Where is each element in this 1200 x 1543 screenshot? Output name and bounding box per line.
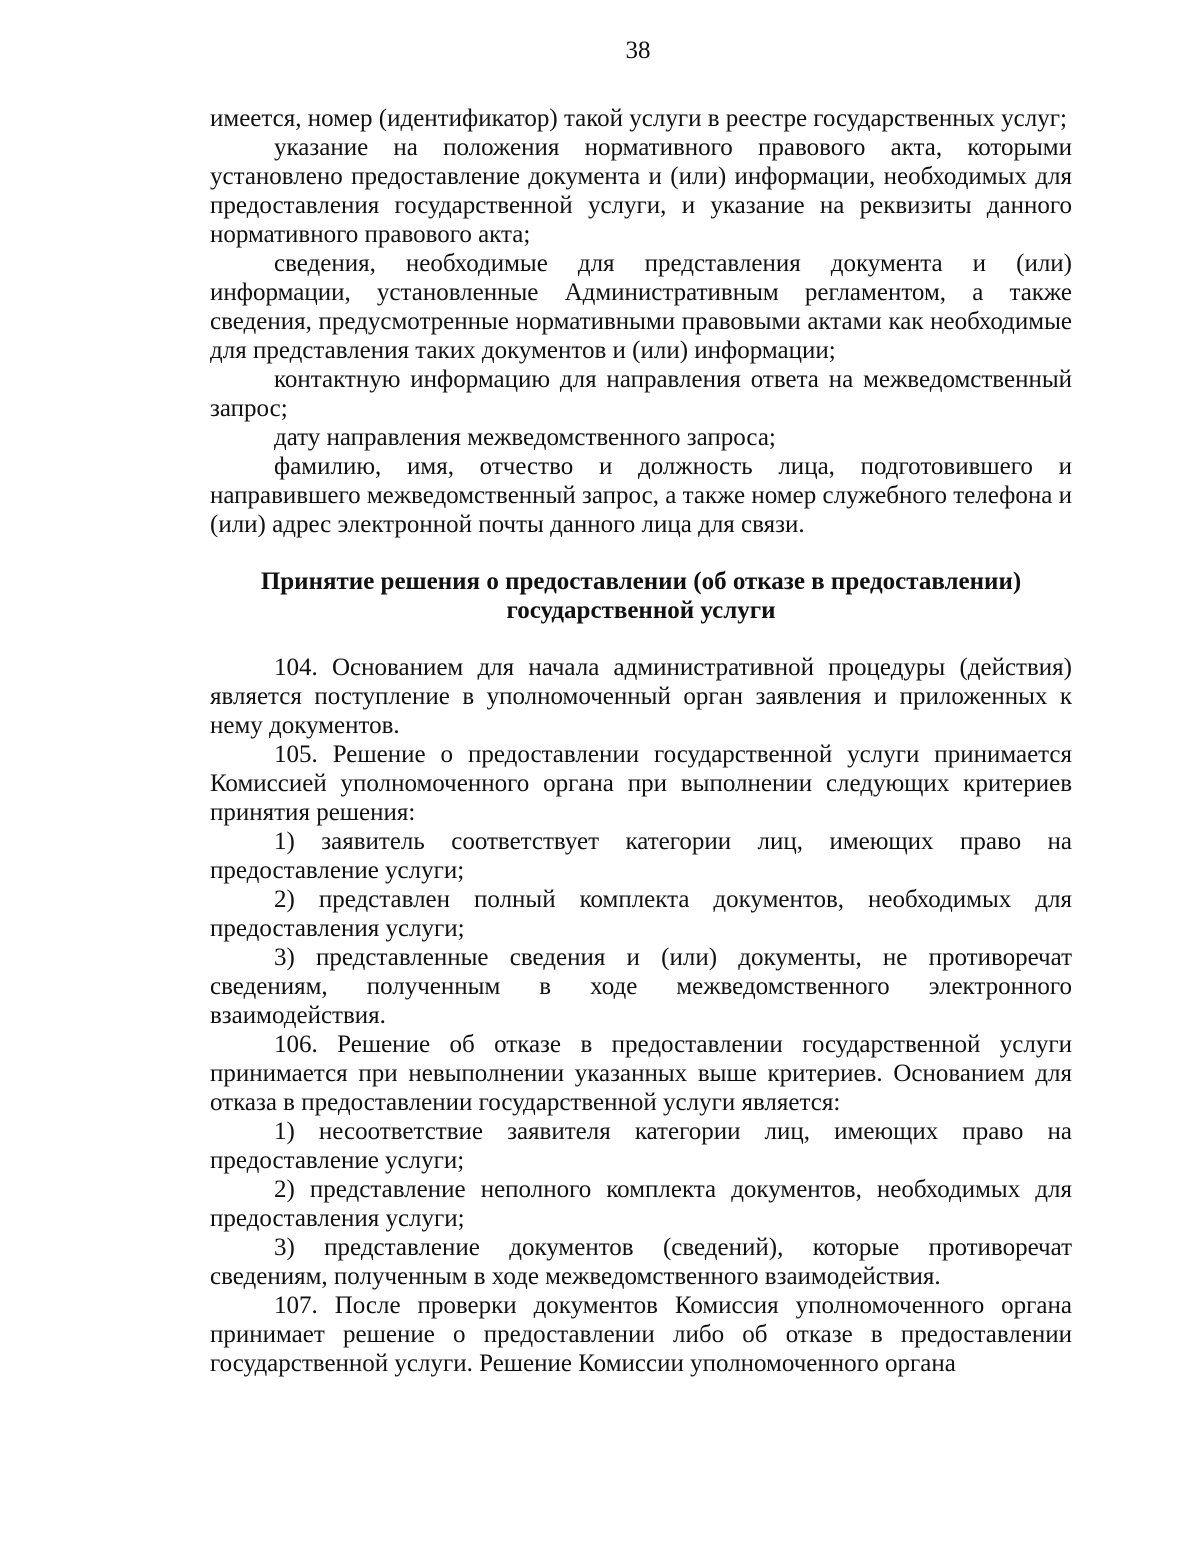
list-item: 1) заявитель соответствует категории лиц, имеющих право на предоставление услуги; <box>210 828 1072 884</box>
paragraph-105: 105. Решение о предоставлении государственной услуги принимается Комиссией уполномоченного органа при выполнении следующих критериев принятия решения: <box>210 741 1072 826</box>
section-heading-line-1: Принятие решения о предоставлении (об отказе в предоставлении) <box>260 568 1022 595</box>
paragraph: указание на положения нормативного правового акта, которыми установлено предоставление документа и (или) информации, необходимых для предоставления государственной услуги, и указание на реквизиты данного нормативного правового акта; <box>210 134 1072 248</box>
paragraph: сведения, необходимые для представления документа и (или) информации, установленные Административным регламентом, а также сведения, предусмотренные нормативными правовыми актами как необходимые для представления таких документов и (или) информации; <box>210 250 1072 364</box>
paragraph-104: 104. Основанием для начала административной процедуры (действия) является поступление в уполномоченный орган заявления и приложенных к нему документов. <box>210 654 1072 739</box>
list-item: 3) представленные сведения и (или) документы, не противоречат сведениям, полученным в ходе межведомственного электронного взаимодействия. <box>210 944 1072 1029</box>
section-heading <box>210 567 1072 625</box>
section-heading-line-2: государственной услуги <box>506 597 776 624</box>
list-item: 3) представление документов (сведений), которые противоречат сведениям, полученным в ходе межведомственного взаимодействия. <box>210 1234 1072 1290</box>
document-body <box>210 104 1072 1378</box>
paragraph-107: 107. После проверки документов Комиссия уполномоченного органа принимает решение о предоставлении либо об отказе в предоставлении государственной услуги. Решение Комиссии уполномоченного органа <box>210 1292 1072 1377</box>
paragraph: контактную информацию для направления ответа на межведомственный запрос; <box>210 366 1072 422</box>
paragraph-continuation: имеется, номер (идентификатор) такой услуги в реестре государственных услуг; <box>210 105 1067 132</box>
list-item: 2) представление неполного комплекта документов, необходимых для предоставления услуги; <box>210 1176 1072 1232</box>
paragraph: дату направления межведомственного запроса; <box>274 424 776 451</box>
paragraph-106: 106. Решение об отказе в предоставлении государственной услуги принимается при невыполнении указанных выше критериев. Основанием для отказа в предоставлении государственной услуги является: <box>210 1031 1072 1116</box>
page-number: 38 <box>625 37 651 64</box>
paragraph: фамилию, имя, отчество и должность лица, подготовившего и направившего межведомственный запрос, а также номер служебного телефона и (или) адрес электронной почты данного лица для связи. <box>210 453 1072 538</box>
list-item: 2) представлен полный комплекта документов, необходимых для предоставления услуги; <box>210 886 1072 942</box>
list-item: 1) несоответствие заявителя категории лиц, имеющих право на предоставление услуги; <box>210 1118 1072 1174</box>
